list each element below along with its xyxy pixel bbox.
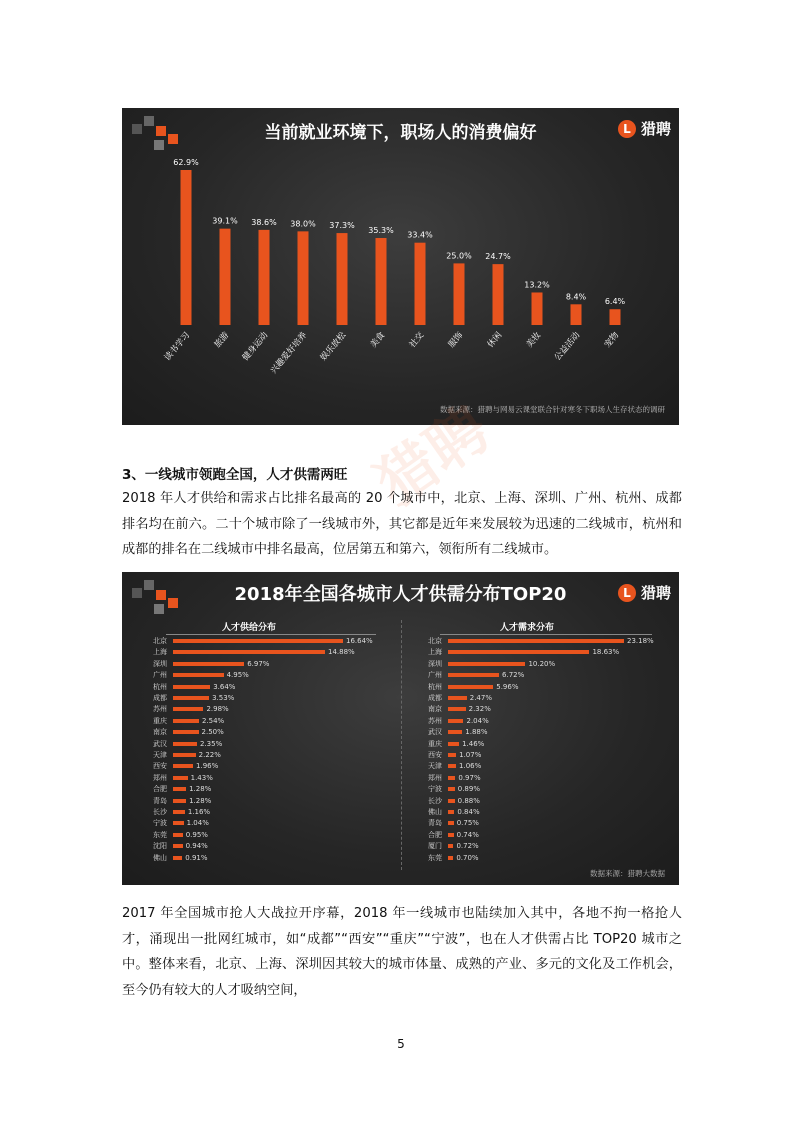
chart1-plot — [122, 108, 679, 425]
chart2-brand — [618, 582, 671, 603]
bar — [173, 776, 188, 780]
section-heading: 3、一线城市领跑全国，人才供需两旺 — [122, 467, 348, 483]
city-label: 青岛 — [153, 796, 167, 805]
city-label: 郑州 — [428, 773, 442, 782]
bar-11 — [610, 309, 621, 325]
page-number: 5 — [397, 1037, 405, 1051]
bar-value-label: 23.18% — [627, 637, 654, 645]
demand-underline — [440, 634, 652, 635]
bar-1 — [220, 229, 231, 325]
bar-value-label: 6.72% — [502, 671, 525, 680]
city-label: 青岛 — [428, 819, 442, 828]
city-label: 杭州 — [153, 682, 167, 691]
bar-value-label: 0.89% — [457, 785, 480, 794]
bar-value-label: 35.3% — [368, 226, 394, 236]
chart2-source: 数据来源：猎聘大数据 — [590, 869, 665, 878]
bar-value-label: 1.28% — [189, 785, 212, 794]
bar — [173, 719, 199, 723]
bar-value-label: 0.97% — [458, 773, 481, 782]
bar — [448, 833, 454, 837]
paragraph-1: 2018 年人才供给和需求占比排名最高的 20 个城市中，北京、上海、深圳、广州、杭州、成都排名均在前六。二十个城市除了一线城市外，其它都是近年来发展较为迅速的二线城市，杭州和成都的排名在二线城市中排名最高，位居第五和第六，领衔所有二线城市。 — [122, 491, 682, 557]
city-label: 深圳 — [153, 659, 167, 668]
bar-value-label: 16.64% — [346, 637, 373, 645]
city-label: 杭州 — [428, 682, 442, 691]
bar — [448, 753, 456, 757]
bar-value-label: 6.4% — [604, 297, 626, 307]
bar — [173, 821, 184, 825]
bar — [448, 764, 456, 768]
city-label: 上海 — [428, 648, 442, 657]
category-label: 公益活动 — [552, 330, 583, 363]
bar-value-label: 0.70% — [456, 853, 479, 862]
bar-value-label: 24.7% — [485, 252, 511, 262]
bar — [173, 764, 193, 768]
city-label: 东莞 — [428, 853, 442, 862]
bar-value-label: 3.53% — [212, 694, 235, 702]
bar — [173, 753, 196, 757]
city-label: 天津 — [153, 751, 167, 759]
city-label: 成都 — [153, 694, 167, 702]
bar-value-label: 2.35% — [200, 739, 223, 748]
bar-value-label: 1.43% — [190, 773, 213, 782]
bar — [173, 685, 210, 689]
bar — [173, 833, 183, 837]
bar-value-label: 33.4% — [407, 230, 433, 240]
category-label: 旅游 — [212, 330, 232, 350]
bar-value-label: 6.97% — [247, 659, 270, 668]
city-label: 南京 — [428, 705, 442, 714]
demand-title: 人才需求分布 — [500, 623, 555, 633]
bar-7 — [454, 263, 465, 325]
bar-value-label: 0.84% — [457, 808, 480, 816]
bar-value-label: 1.04% — [186, 819, 209, 828]
demand-bars — [412, 636, 672, 866]
city-label: 宁波 — [153, 819, 167, 828]
city-talent-chart — [122, 572, 679, 885]
city-label: 沈阳 — [153, 842, 167, 851]
city-label: 广州 — [428, 671, 442, 680]
bar-value-label: 14.88% — [328, 648, 355, 657]
bar — [448, 639, 624, 643]
category-label: 宠物 — [602, 330, 622, 350]
city-label: 上海 — [153, 648, 167, 657]
category-label: 休闲 — [485, 330, 505, 350]
city-label: 合肥 — [428, 830, 442, 839]
bar-5 — [376, 238, 387, 325]
bar-value-label: 3.64% — [213, 682, 236, 691]
bar-value-label: 2.04% — [466, 716, 489, 725]
bar — [173, 810, 185, 814]
bar-value-label: 1.88% — [465, 728, 488, 737]
bar — [173, 856, 182, 860]
city-label: 重庆 — [428, 739, 442, 748]
bar — [173, 696, 209, 700]
category-label: 社交 — [407, 330, 427, 350]
bar-value-label: 38.6% — [251, 217, 277, 227]
bar-value-label: 2.22% — [198, 751, 221, 759]
bar — [448, 650, 589, 654]
bar-10 — [571, 304, 582, 325]
bar-value-label: 62.9% — [173, 158, 199, 167]
bar-value-label: 0.72% — [456, 842, 479, 851]
watermark-logo: 猎聘 — [363, 394, 503, 521]
bar-value-label: 1.16% — [187, 808, 211, 816]
bar-value-label: 39.1% — [212, 216, 238, 226]
bar-value-label: 1.46% — [462, 739, 485, 748]
city-label: 南京 — [153, 728, 167, 737]
bar — [173, 730, 199, 734]
bar — [448, 707, 466, 711]
category-label: 美妆 — [524, 330, 544, 350]
supply-underline — [166, 634, 376, 635]
bar — [448, 856, 453, 860]
bar-8 — [493, 264, 504, 325]
bar-value-label: 1.06% — [459, 762, 482, 771]
city-label: 深圳 — [428, 659, 442, 668]
bar — [173, 639, 343, 643]
brand-name: 猎聘 — [640, 584, 671, 602]
bar-value-label: 0.94% — [185, 842, 208, 851]
paragraph-2: 2017 年全国城市抢人大战拉开序幕，2018 年一线城市也陆续加入其中，各地不拘一格抢人才，涌现出一批网红城市，如“成都”“西安”“重庆”“宁波”，也在人才供需占比 TOP20 城市之中。整体来看，北京、上海、深圳因其较大的城市体量、成熟的产业、多元的文化及工作机会，至今仍有较大的人才吸纳空间， — [122, 906, 682, 998]
bar — [448, 719, 463, 723]
chart1-source: 数据来源：猎聘与网易云课堂联合针对寒冬下职场人生存状态的调研 — [440, 405, 665, 414]
bar-value-label: 8.4% — [565, 292, 587, 302]
bar — [448, 776, 455, 780]
chart2-title: 2018年全国各城市人才供需分布TOP20 — [234, 584, 567, 605]
bar — [173, 662, 244, 666]
bar-0 — [181, 170, 192, 325]
city-label: 佛山 — [428, 808, 442, 816]
city-label: 北京 — [428, 637, 442, 645]
city-label: 西安 — [153, 762, 167, 771]
city-label: 天津 — [428, 762, 442, 771]
bar-3 — [298, 231, 309, 325]
bar-value-label: 0.95% — [185, 830, 208, 839]
city-label: 西安 — [428, 751, 442, 759]
bar — [448, 673, 499, 677]
bar — [448, 742, 459, 746]
bar — [173, 673, 224, 677]
bar — [173, 707, 203, 711]
city-label: 苏州 — [428, 716, 442, 725]
bar-value-label: 0.74% — [456, 830, 479, 839]
bar-value-label: 38.0% — [290, 219, 316, 229]
brand-logo-icon: L — [618, 120, 636, 138]
bar — [173, 799, 186, 803]
city-label: 武汉 — [428, 728, 442, 737]
supply-title: 人才供给分布 — [222, 623, 277, 633]
bar — [448, 696, 467, 700]
chart1-title: 当前就业环境下，职场人的消费偏好 — [264, 123, 537, 143]
city-label: 长沙 — [428, 796, 442, 805]
city-label: 北京 — [153, 637, 167, 645]
category-label: 兴趣爱好培养 — [268, 330, 310, 377]
bar — [448, 730, 462, 734]
category-label: 美食 — [368, 330, 388, 350]
bar-value-label: 2.98% — [206, 705, 229, 714]
bar-value-label: 10.20% — [528, 659, 556, 668]
bar-value-label: 37.3% — [329, 221, 355, 231]
bar — [173, 844, 183, 848]
bar-value-label: 0.75% — [456, 819, 479, 828]
category-label: 健身运动 — [240, 330, 271, 363]
bar — [173, 787, 186, 791]
city-label: 厦门 — [428, 842, 442, 851]
bar — [448, 685, 493, 689]
bar-value-label: 1.28% — [189, 796, 212, 805]
bar — [448, 799, 455, 803]
city-label: 苏州 — [153, 705, 167, 714]
bar — [448, 662, 525, 666]
category-label: 娱乐放松 — [318, 330, 349, 363]
bar-value-label: 25.0% — [446, 251, 472, 261]
chart-divider — [401, 620, 402, 870]
bar-value-label: 2.47% — [469, 694, 492, 702]
city-label: 佛山 — [153, 853, 167, 862]
bar-value-label: 1.96% — [196, 762, 219, 771]
category-label: 读书学习 — [162, 330, 193, 363]
bar-value-label: 1.07% — [459, 751, 482, 759]
bar-value-label: 18.63% — [592, 648, 620, 657]
city-label: 郑州 — [153, 773, 167, 782]
bar — [448, 787, 455, 791]
bar-value-label: 2.32% — [468, 705, 491, 714]
bar — [448, 810, 454, 814]
bar-2 — [259, 230, 270, 325]
bar — [448, 844, 453, 848]
bar-value-label: 2.50% — [201, 728, 224, 737]
brand-name: 猎聘 — [640, 120, 671, 138]
city-label: 成都 — [428, 694, 442, 702]
city-label: 武汉 — [153, 739, 167, 748]
bar-value-label: 13.2% — [524, 280, 550, 290]
city-label: 长沙 — [153, 808, 167, 816]
brand-logo-icon: L — [618, 584, 636, 602]
bar-4 — [337, 233, 348, 325]
consumption-preference-chart — [122, 108, 679, 425]
city-label: 东莞 — [153, 830, 167, 839]
bar-value-label: 0.91% — [185, 853, 208, 862]
bar-value-label: 4.95% — [226, 671, 249, 680]
bar-value-label: 5.96% — [496, 682, 519, 691]
bar-6 — [415, 243, 426, 325]
bar — [173, 650, 325, 654]
bar — [173, 742, 197, 746]
bar-9 — [532, 292, 543, 325]
bar-value-label: 2.54% — [201, 716, 225, 725]
city-label: 合肥 — [153, 785, 167, 794]
bar — [448, 821, 454, 825]
city-label: 广州 — [153, 671, 167, 680]
category-label: 服饰 — [446, 330, 466, 350]
city-label: 重庆 — [153, 716, 167, 725]
supply-bars — [137, 636, 397, 866]
bar-value-label: 0.88% — [457, 796, 480, 805]
city-label: 宁波 — [428, 785, 442, 794]
